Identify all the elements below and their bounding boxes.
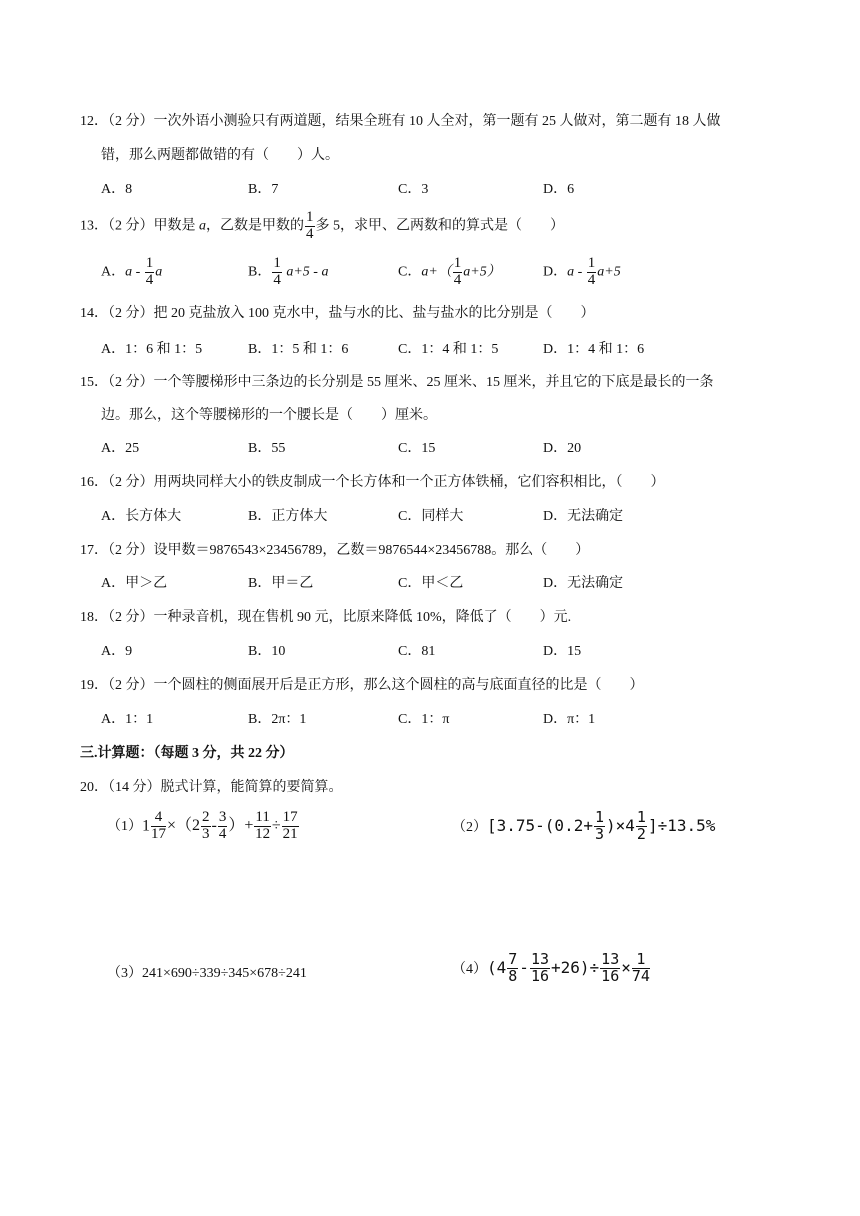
fraction: $\frac{13}{16}$ (530, 950, 549, 985)
q17-option-d: D．无法确定 (543, 576, 624, 591)
q19-option-a: A．1：1 (101, 712, 154, 727)
q19-option-b: B．2π：1 (248, 712, 307, 727)
q12-stem-line2: 错，那么两题都做错的有（ ）人。 (101, 148, 339, 163)
fraction: $\frac{4}{17}$ (151, 809, 166, 842)
q13-option-a: A．a - $\frac{1}{4}$ a (101, 255, 163, 288)
q18-option-d: D．15 (543, 644, 582, 659)
q19-option-c: C．1：π (398, 712, 450, 727)
q13-option-c: C．a+（ $\frac{1}{4}$ a+5） (398, 255, 501, 288)
q13-option-b: B． $\frac{1}{4}$ a+5 - a (248, 255, 329, 288)
q13-option-a-fraction: $\frac{1}{4}$ (145, 255, 154, 288)
q17-option-c: C．甲＜乙 (398, 576, 464, 591)
q13-stem-part-c: 多 5，求甲、乙两数和的算式是（ ） (315, 218, 564, 234)
q14-option-a: A．1：6 和 1：5 (101, 342, 203, 357)
q16-stem: 16．（2 分）用两块同样大小的铁皮制成一个长方体和一个正方体铁桶，它们容积相比，（ ） (80, 475, 665, 490)
q20-part-4: （4）(4 $\frac{7}{8}$ - $\frac{13}{16}$ +26)÷ $\frac{13}{16}$ × $\frac{1}{74}$ (452, 950, 650, 985)
q12-option-d: D．6 (543, 182, 575, 197)
q15-stem-line2: 边。那么，这个等腰梯形的一个腰长是（ ）厘米。 (101, 408, 437, 423)
q13-stem (80, 210, 564, 243)
section-3-title: 三.计算题：（每题 3 分，共 22 分） (80, 746, 294, 761)
q19-stem: 19．（2 分）一个圆柱的侧面展开后是正方形，那么这个圆柱的高与底面直径的比是（ ） (80, 678, 644, 693)
q13-option-b-fraction: $\frac{1}{4}$ (273, 255, 281, 288)
q20-part-2: （2）[3.75-(0.2+ $\frac{1}{3}$ )×4 $\frac{1}{2}$ ]÷13.5% (452, 808, 716, 843)
fraction: $\frac{7}{8}$ (508, 950, 518, 985)
q16-option-c: C．同样大 (398, 509, 464, 524)
q15-option-a: A．25 (101, 441, 140, 456)
q13-option-c-fraction: $\frac{1}{4}$ (453, 255, 462, 288)
q12-option-c: C．3 (398, 182, 429, 197)
fraction: $\frac{1}{74}$ (631, 950, 650, 985)
fraction: $\frac{13}{16}$ (601, 950, 620, 985)
q16-option-b: B．正方体大 (248, 509, 328, 524)
q13-var-a: a (199, 218, 206, 234)
q12-option-b: B．7 (248, 182, 279, 197)
q12-option-a: A．8 (101, 182, 133, 197)
q18-option-a: A．9 (101, 644, 133, 659)
q17-option-a: A．甲＞乙 (101, 576, 168, 591)
q18-option-c: C．81 (398, 644, 436, 659)
q14-option-d: D．1：4 和 1：6 (543, 342, 645, 357)
q19-option-d: D．π：1 (543, 712, 596, 727)
q13-option-d: D．a - $\frac{1}{4}$ a+5 (543, 255, 621, 288)
fraction: $\frac{1}{2}$ (636, 808, 646, 843)
q20-part-3: （3）241×690÷339÷345×678÷241 (107, 966, 307, 981)
q16-option-d: D．无法确定 (543, 509, 624, 524)
q14-option-b: B．1：5 和 1：6 (248, 342, 349, 357)
q15-option-c: C．15 (398, 441, 436, 456)
q16-option-a: A．长方体大 (101, 509, 182, 524)
fraction: $\frac{11}{12}$ (255, 809, 271, 842)
q18-stem: 18．（2 分）一种录音机，现在售机 90 元，比原来降低 10%，降低了（ ）元. (80, 610, 572, 625)
q13-fraction: $\frac{1}{4}$ (306, 209, 314, 242)
fraction: $\frac{1}{3}$ (594, 808, 604, 843)
q12-stem-line1: 12．（2 分）一次外语小测验只有两道题，结果全班有 10 人全对，第一题有 25 人做对，第二题有 18 人做 (80, 114, 721, 129)
q14-stem: 14．（2 分）把 20 克盐放入 100 克水中，盐与水的比、盐与盐水的比分别是（ ） (80, 306, 595, 321)
q15-option-d: D．20 (543, 441, 582, 456)
q13-stem-part-b: ，乙数是甲数的 (206, 218, 304, 234)
q13-option-d-fraction: $\frac{1}{4}$ (587, 255, 596, 288)
q13-stem-part-a: 13．（2 分）甲数是 (80, 218, 199, 234)
q15-stem-line1: 15．（2 分）一个等腰梯形中三条边的长分别是 55 厘米、25 厘米、15 厘米，并且它的下底是最长的一条 (80, 375, 714, 390)
q14-option-c: C．1：4 和 1：5 (398, 342, 499, 357)
q17-option-b: B．甲＝乙 (248, 576, 314, 591)
q20-part-1: （1）1 $\frac{4}{17}$ ×（2 $\frac{2}{3}$ - $\frac{3}{4}$ ）+ $\frac{11}{12}$ ÷ $\frac{17}{21}$ (107, 809, 298, 842)
q15-option-b: B．55 (248, 441, 286, 456)
q20-stem: 20．（14 分）脱式计算，能简算的要简算。 (80, 780, 343, 795)
q18-option-b: B．10 (248, 644, 286, 659)
q17-stem: 17．（2 分）设甲数＝9876543×23456789，乙数＝9876544×23456788。那么（ ） (80, 543, 590, 558)
fraction: $\frac{2}{3}$ (202, 809, 210, 842)
fraction: $\frac{3}{4}$ (218, 809, 227, 842)
fraction: $\frac{17}{21}$ (282, 809, 298, 842)
